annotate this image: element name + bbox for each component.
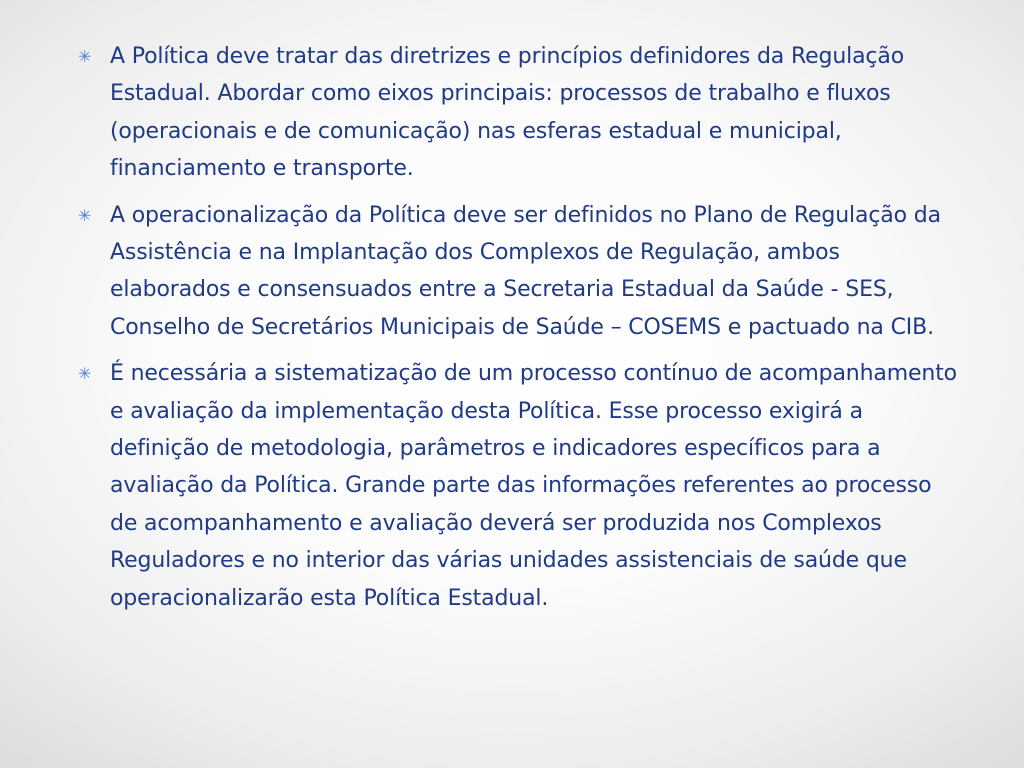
list-item <box>78 38 958 188</box>
bullet-list <box>78 38 958 626</box>
asterisk-bullet-icon: ✳ <box>78 47 92 66</box>
list-item <box>78 355 958 617</box>
asterisk-bullet-icon: ✳ <box>78 364 92 384</box>
list-item <box>78 197 958 347</box>
asterisk-bullet-icon: ✳ <box>78 205 92 225</box>
bullet-text: A Política deve tratar das diretrizes e princípios definidores da Regulação Estadual. Abordar como eixos principais: processos de trabalho e fluxos (operacionais e de comunicação) nas esferas estadual e municipal, financiamento e transporte. <box>110 44 905 182</box>
bullet-text: É necessária a sistematização de um processo contínuo de acompanhamento e avaliação da implementação desta Política. Esse processo exigirá a definição de metodologia, parâmetros e indicadores específicos para a avaliação da Política. Grande parte das informações referentes ao processo de acompanhamento e avaliação deverá ser produzida nos Complexos Reguladores e no interior das várias unidades assistenciais de saúde que operacionalizarão esta Política Estadual. <box>110 361 957 611</box>
bullet-text: A operacionalização da Política deve ser definidos no Plano de Regulação da Assistência e na Implantação dos Complexos de Regulação, ambos elaborados e consensuados entre a Secretaria Estadual da Saúde - SES, Conselho de Secretários Municipais de Saúde – COSEMS e pactuado na CIB. <box>110 202 941 340</box>
